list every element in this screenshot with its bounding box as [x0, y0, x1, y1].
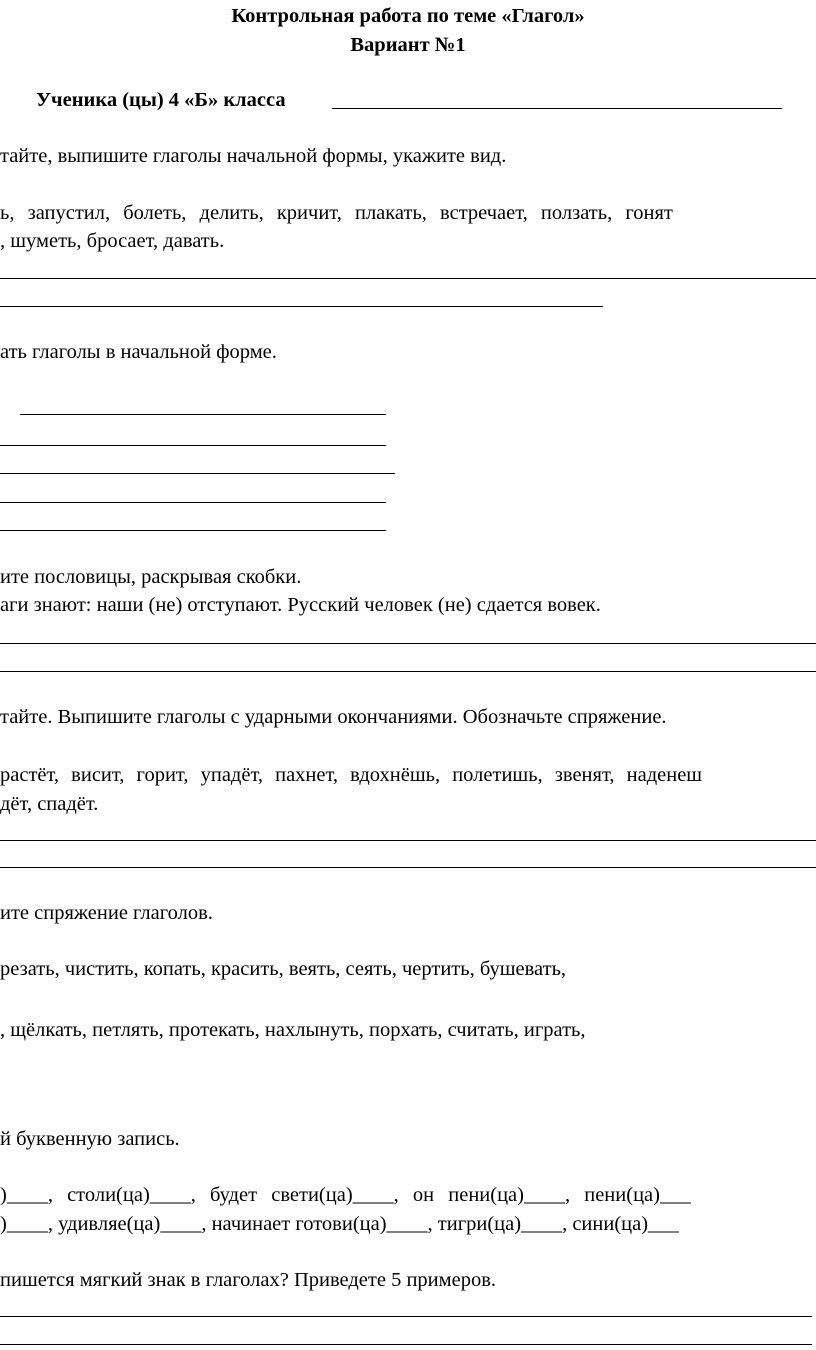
task-1-text-line-2: , шуметь, бросает, давать. — [0, 230, 225, 252]
task-4-prompt: тайте. Выпишите глаголы с ударными окончаниями. Обозначьте спряжение. — [0, 706, 667, 728]
answer-line — [0, 530, 386, 531]
page-title: Контрольная работа по теме «Глагол» — [231, 5, 585, 27]
task-6-prompt: й буквенную запись. — [0, 1128, 180, 1150]
task-3-text-line-1: аги знают: наши (не) отступают. Русский человек (не) сдается вовек. — [0, 594, 601, 616]
task-5-text-line-2: , щёлкать, петлять, протекать, нахлынуть, порхать, считать, играть, — [0, 1019, 586, 1041]
answer-line — [0, 445, 386, 446]
answer-line — [0, 671, 816, 672]
answer-line — [0, 306, 603, 307]
answer-line — [0, 473, 395, 474]
task-7-prompt: пишется мягкий знак в глаголах? Приведете 5 примеров. — [0, 1269, 497, 1291]
answer-line — [0, 867, 816, 868]
task-2-prompt: ать глаголы в начальной форме. — [0, 341, 277, 363]
answer-line — [0, 502, 386, 503]
task-6-text-line-2: )____, удивляе(ца)____, начинает готови(ца)____, тигри(ца)____, сини(ца)___ — [0, 1213, 679, 1235]
variant-label: Вариант №1 — [350, 34, 466, 56]
task-1-text-line-1: ь, запустил, болеть, делить, кричит, плакать, встречает, ползать, гонят — [0, 202, 673, 224]
task-4-text-line-2: дёт, спадёт. — [0, 793, 99, 815]
task-6-text-line-1: )____, столи(ца)____, будет свети(ца)____, он пени(ца)____, пени(ца)___ — [0, 1184, 691, 1206]
answer-line — [0, 278, 816, 279]
task-4-text-line-1: растёт, висит, горит, упадёт, пахнет, вдохнёшь, полетишь, звенят, наденеш — [0, 764, 703, 786]
task-5-prompt: ите спряжение глаголов. — [0, 902, 213, 924]
answer-line — [20, 414, 386, 415]
answer-line — [0, 643, 816, 644]
answer-line — [0, 840, 816, 841]
task-1-prompt: тайте, выпишите глаголы начальной формы, укажите вид. — [0, 145, 507, 167]
student-label: Ученика (цы) 4 «Б» класса — [36, 89, 286, 111]
task-5-text-line-1: резать, чистить, копать, красить, веять, сеять, чертить, бушевать, — [0, 958, 567, 980]
task-3-prompt: ите пословицы, раскрывая скобки. — [0, 566, 302, 588]
student-name-line — [332, 108, 782, 109]
answer-line — [0, 1344, 812, 1345]
answer-line — [0, 1316, 812, 1317]
